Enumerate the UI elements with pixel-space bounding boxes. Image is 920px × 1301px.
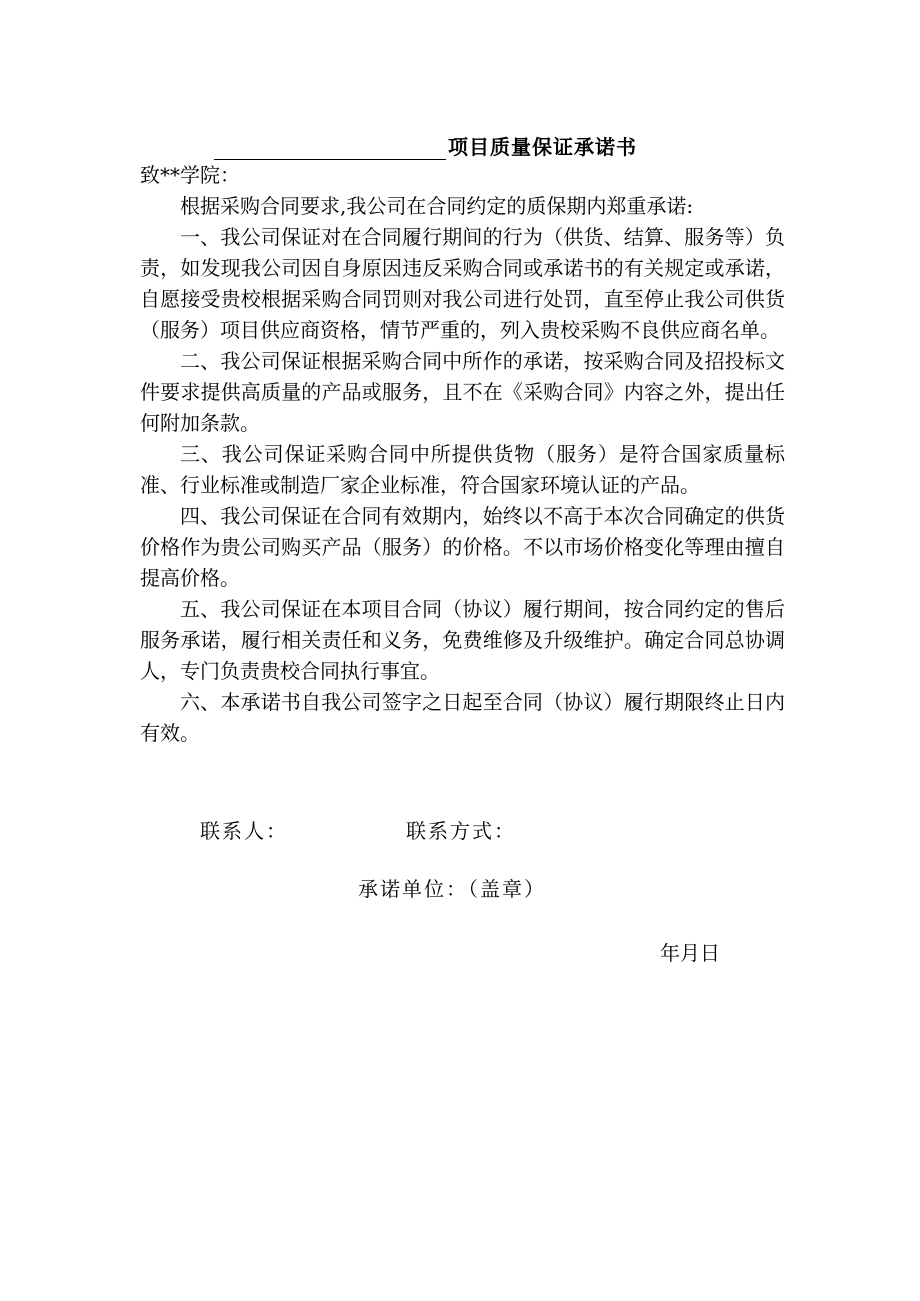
title-row — [214, 130, 637, 160]
contact-person-label: 联系人： — [200, 819, 288, 843]
clause-2: 二、我公司保证根据采购合同中所作的承诺，按采购合同及招投标文件要求提供高质量的产品或服务，且不在《采购合同》内容之外，提出任何附加条款。 — [140, 349, 785, 435]
document-title: 项目质量保证承诺书 — [448, 135, 637, 159]
clause-1: 一、我公司保证对在合同履行期间的行为（供货、结算、服务等）负责，如发现我公司因自身原因违反采购合同或承诺书的有关规定或承诺，自愿接受贵校根据采购合同罚则对我公司进行处罚，直至停止我公司供货（服务）项目供应商资格，情节严重的，列入贵校采购不良供应商名单。 — [140, 225, 785, 342]
project-name-blank — [214, 136, 446, 160]
clause-3: 三、我公司保证采购合同中所提供货物（服务）是符合国家质量标准、行业标准或制造厂家企业标准，符合国家环境认证的产品。 — [140, 442, 785, 497]
clause-4: 四、我公司保证在合同有效期内，始终以不高于本次合同确定的供货价格作为贵公司购买产品（服务）的价格。不以市场价格变化等理由擅自提高价格。 — [140, 504, 785, 590]
intro-paragraph: 根据采购合同要求,我公司在合同约定的质保期内郑重承诺: — [180, 194, 694, 218]
document-body — [140, 160, 785, 749]
clause-5: 五、我公司保证在本项目合同（协议）履行期间，按合同约定的售后服务承诺，履行相关责任和义务，免费维修及升级维护。确定合同总协调人，专门负责贵校合同执行事宜。 — [140, 597, 785, 683]
addressee: 致**学院： — [140, 163, 240, 187]
date-label: 年月日 — [660, 941, 720, 965]
contact-row — [200, 816, 516, 847]
clause-6: 六、本承诺书自我公司签字之日起至合同（协议）履行期限终止日内有效。 — [140, 690, 785, 745]
signer-label: 承诺单位：（盖章） — [358, 877, 546, 901]
contact-method-label: 联系方式： — [406, 819, 516, 843]
